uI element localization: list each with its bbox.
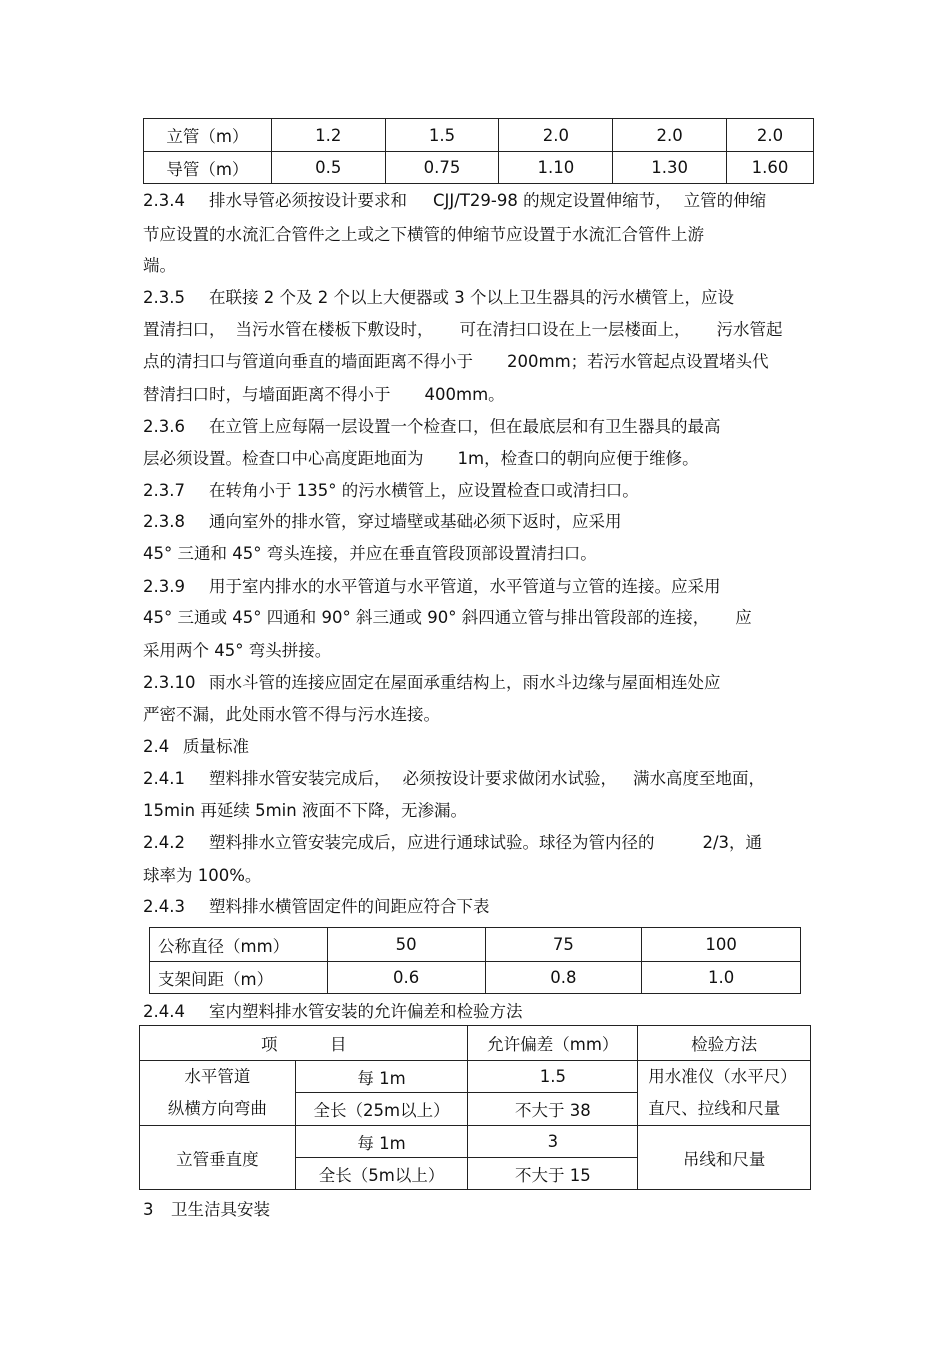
para-2-3-8-line2: 45° 三通和 45° 弯头连接，并应在垂直管段顶部设置清扫口。 <box>143 544 597 563</box>
section-number: 2.4.1 <box>143 769 185 788</box>
text: 置清扫口， <box>143 320 226 339</box>
table-cell: 0.8 <box>485 962 642 994</box>
row-label: 立管（m） <box>144 119 272 152</box>
table-cell: 3 <box>468 1126 638 1158</box>
text: 45° 三通或 45° 四通和 90° 斜三通或 90° 斜四通立管与排出管段部的连接， <box>143 608 710 627</box>
para-2-3-10-line2: 严密不漏，此处雨水管不得与污水连接。 <box>143 705 440 724</box>
table-cell: 全长（5m以上） <box>295 1158 468 1190</box>
para-2-4-4 <box>143 1002 523 1022</box>
column-header: 检验方法 <box>638 1026 811 1061</box>
para-2-3-5-line2 <box>143 320 783 340</box>
text: 点的清扫口与管道向垂直的墙面距离不得小于 <box>143 352 473 371</box>
row-label <box>140 1061 296 1126</box>
para-2-4-2-line1 <box>143 833 762 853</box>
table-cell: 2.0 <box>727 119 814 152</box>
text: 塑料排水立管安装完成后，应进行通球试验。球径为管内径的 <box>209 833 655 852</box>
table-cell: 2.0 <box>499 119 613 152</box>
table-cell: 100 <box>642 928 801 962</box>
para-2-3-6-line2 <box>143 449 699 469</box>
table-cell: 全长（25m以上） <box>295 1093 468 1126</box>
section-number: 2.3.6 <box>143 417 185 436</box>
text: 通向室外的排水管，穿过墙壁或基础必须下返时，应采用 <box>209 512 622 531</box>
text: 室内塑料排水管安装的允许偏差和检验方法 <box>209 1002 523 1021</box>
table-cell: 50 <box>327 928 485 962</box>
text: 可在清扫口设在上一层楼面上， <box>459 320 691 339</box>
text: 2/3，通 <box>702 833 763 852</box>
table-cell: 1.60 <box>727 152 814 184</box>
text: 层必须设置。检查口中心高度距地面为 <box>143 449 424 468</box>
para-2-4-2-line2: 球率为 100%。 <box>143 866 262 885</box>
para-2-4-3 <box>143 897 490 917</box>
table-cell: 1.0 <box>642 962 801 994</box>
para-2-3-5-line3 <box>143 352 769 372</box>
pipe-spacing-table <box>143 118 814 184</box>
para-2-3-10-line1 <box>143 673 721 693</box>
text: 立管的伸缩 <box>683 191 767 210</box>
section-title: 卫生洁具安装 <box>171 1200 270 1219</box>
table-cell: 1.5 <box>468 1061 638 1093</box>
section-number: 2.3.9 <box>143 577 185 596</box>
table-cell: 不大于 15 <box>468 1158 638 1190</box>
section-number: 3 <box>143 1200 154 1219</box>
text: 塑料排水横管固定件的间距应符合下表 <box>209 897 490 916</box>
section-3-heading <box>143 1200 270 1220</box>
table-cell: 75 <box>485 928 642 962</box>
para-2-3-8-line1 <box>143 512 622 532</box>
text: 塑料排水管安装完成后， <box>209 769 391 788</box>
row-label: 公称直径（mm） <box>150 928 328 962</box>
row-label: 支架间距（m） <box>150 962 328 994</box>
section-number: 2.3.5 <box>143 288 185 307</box>
text: 水平管道 <box>184 1067 251 1086</box>
row-label: 导管（m） <box>144 152 272 184</box>
support-spacing-table <box>149 927 801 994</box>
table-cell: 0.5 <box>271 152 385 184</box>
table-row <box>150 962 801 994</box>
method-cell: 吊线和尺量 <box>638 1126 811 1190</box>
table-header-row <box>140 1026 811 1061</box>
text: 应 <box>735 608 752 627</box>
section-number: 2.4.4 <box>143 1002 185 1021</box>
table-row <box>140 1126 811 1158</box>
para-2-4-1-line1 <box>143 769 765 789</box>
table-cell: 1.2 <box>271 119 385 152</box>
para-2-3-7 <box>143 481 639 501</box>
column-header: 项 目 <box>140 1026 468 1061</box>
text: 用于室内排水的水平管道与水平管道，水平管道与立管的连接。应采用 <box>209 577 721 596</box>
section-2-4-heading <box>143 737 249 757</box>
table-row <box>144 152 814 184</box>
section-number: 2.4 <box>143 737 170 756</box>
table-cell: 0.6 <box>327 962 485 994</box>
para-2-3-4-line2: 节应设置的水流汇合管件之上或之下横管的伸缩节应设置于水流汇合管件上游 <box>143 225 704 244</box>
table-cell: 1.30 <box>613 152 727 184</box>
text: 雨水斗管的连接应固定在屋面承重结构上，雨水斗边缘与屋面相连处应 <box>209 673 721 692</box>
para-2-3-4-line3: 端。 <box>143 256 176 275</box>
table-cell: 1.5 <box>385 119 499 152</box>
table-row <box>150 928 801 962</box>
section-number: 2.3.7 <box>143 481 185 500</box>
text: 污水管起 <box>716 320 783 339</box>
text: 400mm。 <box>424 385 505 404</box>
section-number: 2.4.2 <box>143 833 185 852</box>
text: CJJ/T29-98 的规定设置伸缩节， <box>433 191 672 210</box>
text: 用水准仪（水平尺） <box>648 1067 797 1086</box>
para-2-3-5-line1 <box>143 288 734 308</box>
para-2-3-4-line1 <box>143 191 766 211</box>
table-row <box>144 119 814 152</box>
para-2-3-9-line1 <box>143 577 721 597</box>
text: 满水高度至地面， <box>633 769 765 788</box>
text: 在立管上应每隔一层设置一个检查口，但在最底层和有卫生器具的最高 <box>209 417 721 436</box>
text: 1m，检查口的朝向应便于维修。 <box>457 449 699 468</box>
section-number: 2.3.4 <box>143 191 185 210</box>
text: 排水导管必须按设计要求和 <box>209 191 407 210</box>
text: 纵横方向弯曲 <box>167 1099 267 1118</box>
text: 在转角小于 135° 的污水横管上，应设置检查口或清扫口。 <box>209 481 639 500</box>
para-2-3-6-line1 <box>143 417 721 437</box>
section-number: 2.3.10 <box>143 673 196 692</box>
text: 必须按设计要求做闭水试验， <box>402 769 617 788</box>
text: 直尺、拉线和尺量 <box>648 1099 781 1118</box>
table-row <box>140 1061 811 1093</box>
para-2-3-5-line4 <box>143 385 505 405</box>
para-2-4-1-line2: 15min 再延续 5min 液面不下降，无渗漏。 <box>143 801 467 820</box>
text: 当污水管在楼板下敷设时， <box>235 320 434 339</box>
text: 在联接 2 个及 2 个以上大便器或 3 个以上卫生器具的污水横管上，应设 <box>209 288 734 307</box>
table-cell: 每 1m <box>295 1126 468 1158</box>
para-2-3-9-line3: 采用两个 45° 弯头拼接。 <box>143 641 332 660</box>
table-cell: 0.75 <box>385 152 499 184</box>
text: 200mm；若污水管起点设置堵头代 <box>507 352 769 371</box>
row-label: 立管垂直度 <box>140 1126 296 1190</box>
table-cell: 1.10 <box>499 152 613 184</box>
table-cell: 每 1m <box>295 1061 468 1093</box>
tolerance-table <box>139 1025 811 1190</box>
section-number: 2.4.3 <box>143 897 185 916</box>
text: 替清扫口时，与墙面距离不得小于 <box>143 385 391 404</box>
method-cell <box>638 1061 811 1126</box>
para-2-3-9-line2 <box>143 608 752 628</box>
table-cell: 2.0 <box>613 119 727 152</box>
section-number: 2.3.8 <box>143 512 185 531</box>
table-cell: 不大于 38 <box>468 1093 638 1126</box>
column-header: 允许偏差（mm） <box>468 1026 638 1061</box>
section-title: 质量标准 <box>183 737 249 756</box>
